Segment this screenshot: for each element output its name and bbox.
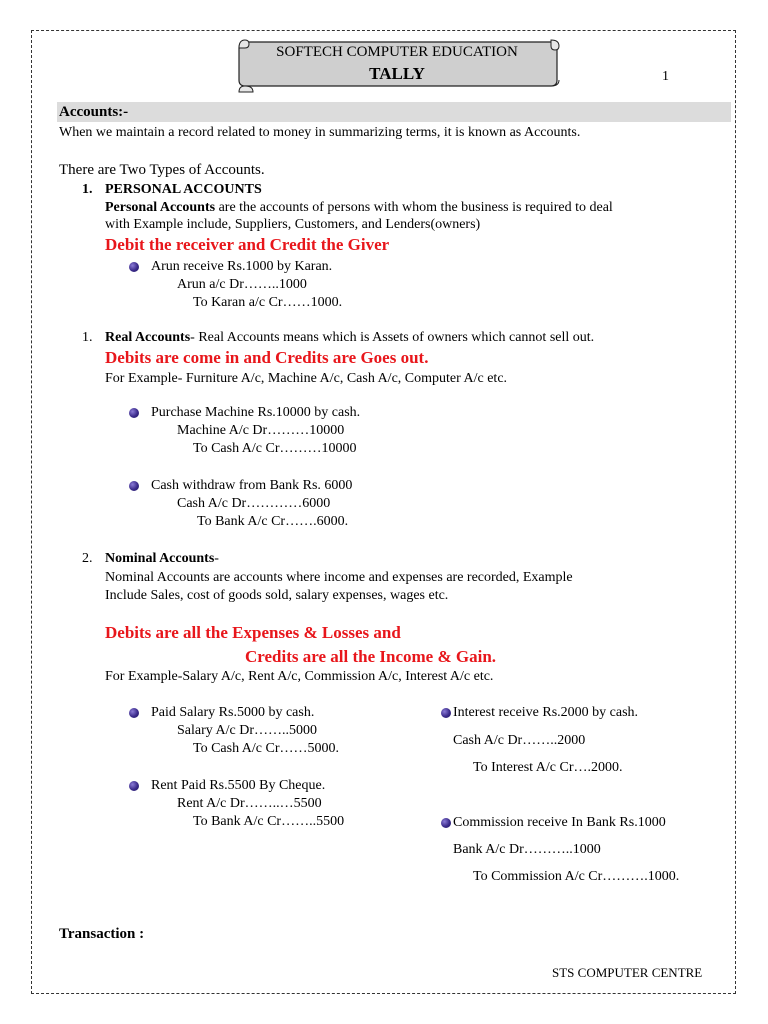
personal-number: 1. — [82, 182, 93, 197]
personal-example-dr: Arun a/c Dr……..1000 — [177, 277, 307, 292]
nominal-heading — [105, 550, 219, 567]
personal-desc-line1 — [105, 199, 613, 216]
real-desc: - Real Accounts means which is Assets of owners which cannot sell out. — [190, 330, 595, 345]
transaction-heading: Transaction : — [59, 926, 145, 942]
nominal-lead: Nominal Accounts — [105, 551, 215, 566]
personal-rule: Debit the receiver and Credit the Giver — [105, 235, 390, 254]
bullet-icon — [129, 262, 139, 272]
bullet-icon — [441, 818, 451, 828]
nominal-desc-line2: Include Sales, cost of goods sold, salary expenses, wages etc. — [105, 588, 449, 603]
nominal-ex3-line: Interest receive Rs.2000 by cash. — [453, 705, 639, 720]
types-intro: There are Two Types of Accounts. — [59, 162, 265, 178]
nominal-ex2-dr: Rent A/c Dr……..…5500 — [177, 796, 322, 811]
nominal-rule2: Credits are all the Income & Gain. — [245, 647, 497, 666]
nominal-desc-line1: Nominal Accounts are accounts where income and expenses are recorded, Example — [105, 570, 573, 585]
personal-desc1: are the accounts of persons with whom the business is required to deal — [215, 200, 613, 215]
real-ex1-dr: Machine A/c Dr………10000 — [177, 423, 345, 438]
bullet-icon — [441, 708, 451, 718]
bullet-icon — [129, 708, 139, 718]
personal-title: PERSONAL ACCOUNTS — [105, 182, 262, 197]
real-rule: Debits are come in and Credits are Goes out. — [105, 348, 429, 367]
real-number: 1. — [82, 330, 93, 345]
real-ex1-cr: To Cash A/c Cr………10000 — [193, 441, 357, 456]
nominal-ex3-cr: To Interest A/c Cr….2000. — [473, 760, 623, 775]
nominal-for-example: For Example-Salary A/c, Rent A/c, Commission A/c, Interest A/c etc. — [105, 669, 494, 684]
personal-example-cr: To Karan a/c Cr……1000. — [193, 295, 343, 310]
personal-lead: Personal Accounts — [105, 200, 216, 215]
nominal-ex1-cr: To Cash A/c Cr……5000. — [193, 741, 340, 756]
real-desc-line — [105, 329, 594, 346]
real-ex1-line: Purchase Machine Rs.10000 by cash. — [151, 405, 361, 420]
banner-org: SOFTECH COMPUTER EDUCATION — [276, 44, 518, 60]
title-banner — [233, 36, 561, 94]
nominal-dash: - — [214, 551, 219, 566]
bullet-icon — [129, 408, 139, 418]
nominal-ex2-cr: To Bank A/c Cr……..5500 — [193, 814, 345, 829]
real-lead: Real Accounts — [105, 330, 191, 345]
bullet-icon — [129, 781, 139, 791]
personal-desc-line2: with Example include, Suppliers, Customers, and Lenders(owners) — [105, 217, 481, 232]
banner-subject: TALLY — [369, 64, 425, 83]
real-ex2-cr: To Bank A/c Cr…….6000. — [197, 514, 349, 529]
heading-shade — [57, 102, 731, 122]
accounts-heading: Accounts:- — [59, 104, 129, 120]
real-ex2-line: Cash withdraw from Bank Rs. 6000 — [151, 478, 353, 493]
personal-example-line: Arun receive Rs.1000 by Karan. — [151, 259, 333, 274]
page-number: 1 — [662, 69, 669, 84]
bullet-icon — [129, 481, 139, 491]
real-ex2-dr: Cash A/c Dr…………6000 — [177, 496, 331, 511]
footer-centre: STS COMPUTER CENTRE — [552, 965, 703, 980]
nominal-ex1-dr: Salary A/c Dr……..5000 — [177, 723, 317, 738]
nominal-ex1-line: Paid Salary Rs.5000 by cash. — [151, 705, 315, 720]
nominal-ex2-line: Rent Paid Rs.5500 By Cheque. — [151, 778, 326, 793]
accounts-definition: When we maintain a record related to money in summarizing terms, it is known as Accounts. — [59, 125, 581, 140]
nominal-ex4-dr: Bank A/c Dr………..1000 — [453, 842, 601, 857]
nominal-rule1: Debits are all the Expenses & Losses and — [105, 623, 401, 642]
nominal-ex4-cr: To Commission A/c Cr……….1000. — [473, 869, 680, 884]
real-for-example: For Example- Furniture A/c, Machine A/c, Cash A/c, Computer A/c etc. — [105, 371, 508, 386]
nominal-ex4-line: Commission receive In Bank Rs.1000 — [453, 815, 666, 830]
nominal-ex3-dr: Cash A/c Dr……..2000 — [453, 733, 586, 748]
nominal-number: 2. — [82, 551, 93, 566]
